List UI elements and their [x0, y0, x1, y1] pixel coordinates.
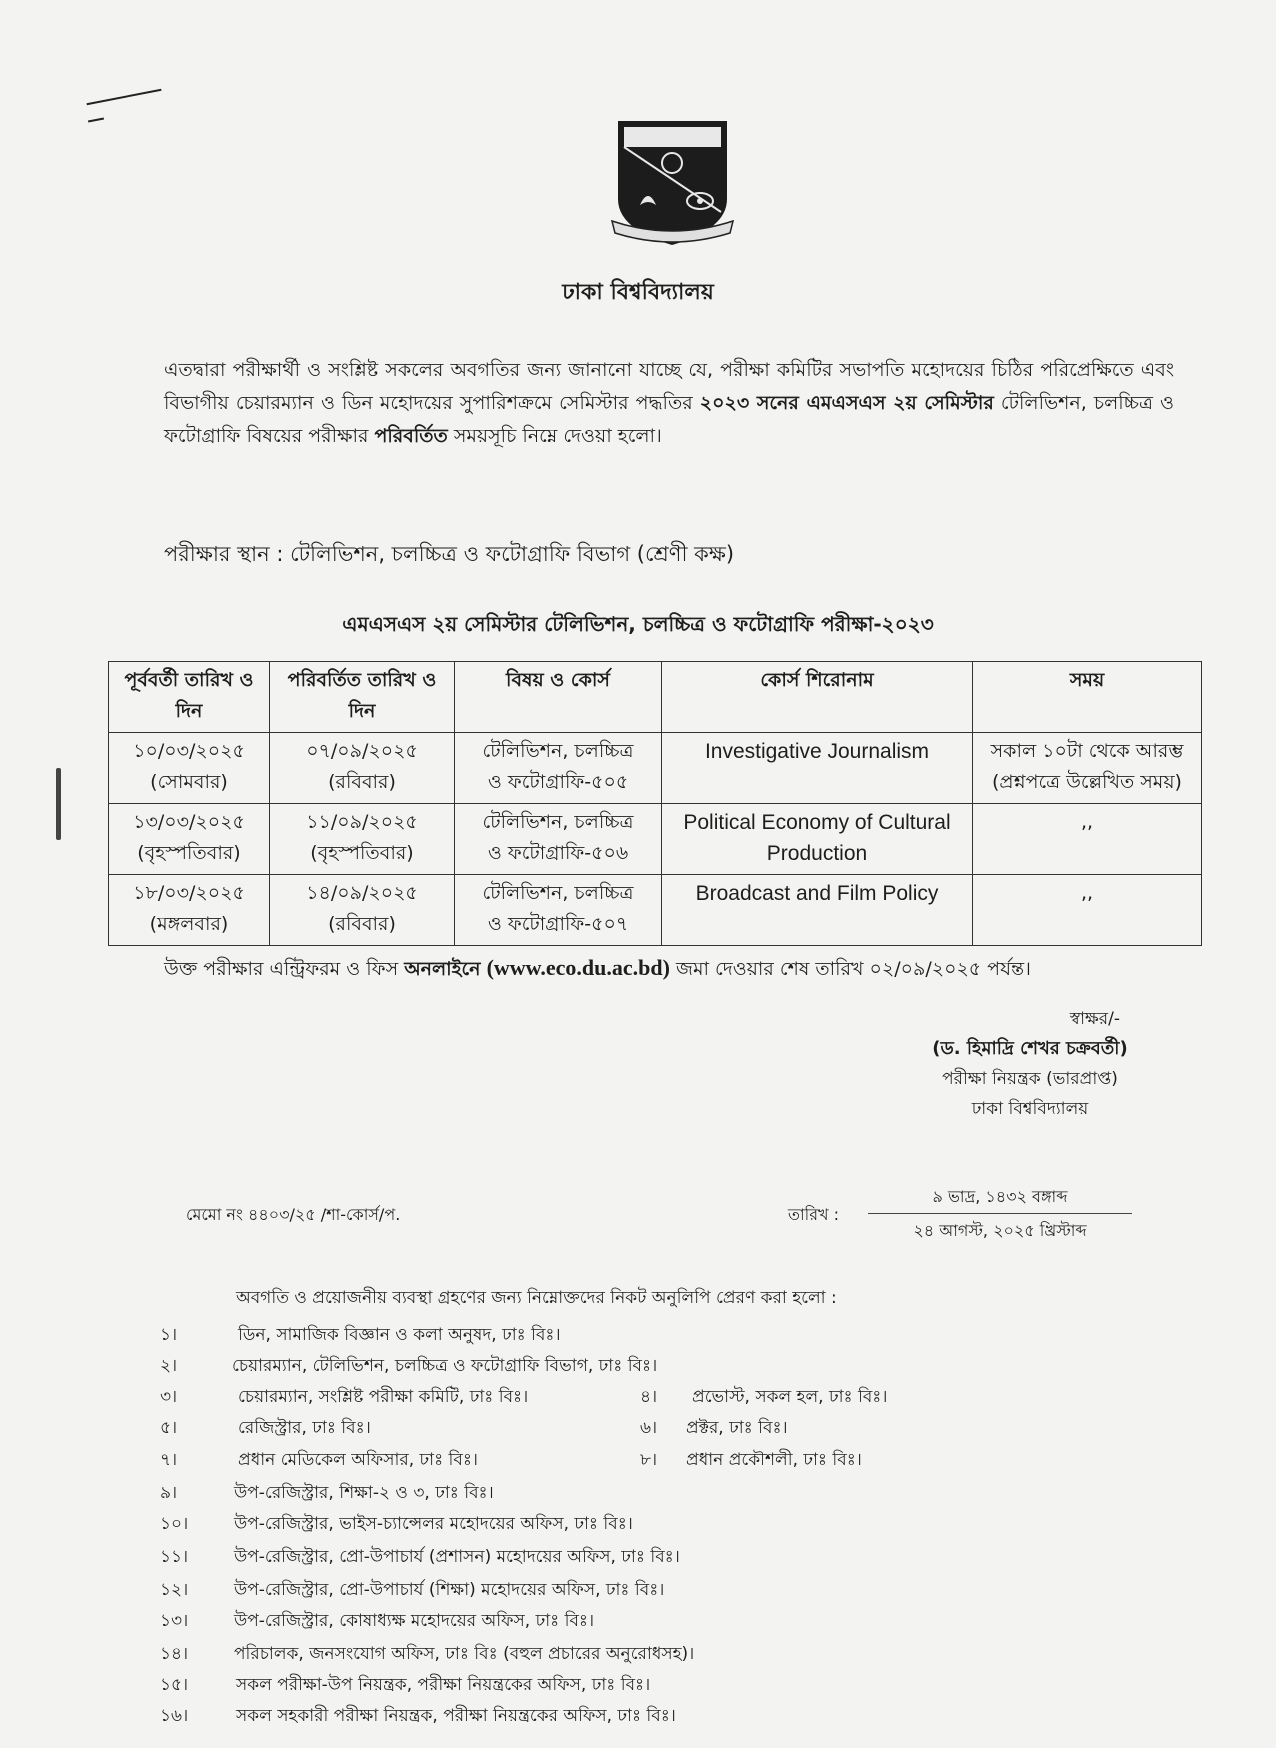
list-number: ১০। — [160, 1514, 189, 1534]
notice-text: সময়সূচি নিম্নে দেওয়া হলো। — [447, 425, 662, 447]
prev-date-cell: ১৮/০৩/২০২৫ (মঙ্গলবার) — [109, 875, 270, 946]
new-date-cell: ১৪/০৯/২০২৫ (রবিবার) — [270, 875, 455, 946]
list-item: প্রধান প্রকৌশলী, ঢাঃ বিঃ। — [686, 1450, 862, 1470]
list-number: ৯। — [160, 1483, 178, 1503]
signature-label: স্বাক্ষর/- — [1069, 1009, 1120, 1029]
memo-number: মেমো নং ৪৪০৩/২৫ /শা-কোর্স/প. — [186, 1205, 401, 1224]
table-row — [109, 733, 1202, 804]
course-title-cell: Broadcast and Film Policy — [662, 875, 973, 946]
submission-deadline: উক্ত পরীক্ষার এন্ট্রিফরম ও ফিস অনলাইনে (www.eco.du.ac.bd) জমা দেওয়ার শেষ তারিখ ০২/০৯/২০২৫ পর্যন্ত। — [164, 955, 1031, 980]
list-number: ১৪। — [160, 1644, 189, 1664]
list-item: রেজিস্ট্রার, ঢাঃ বিঃ। — [238, 1418, 371, 1438]
list-item: পরিচালক, জনসংযোগ অফিস, ঢাঃ বিঃ (বহুল প্রচারের অনুরোধসহ)। — [234, 1644, 695, 1664]
table-row — [109, 804, 1202, 875]
list-number: ১৩। — [160, 1611, 189, 1631]
signatory-name: (ড. হিমাদ্রি শেখর চক্রবর্তী) — [932, 1038, 1128, 1059]
new-date-cell: ০৭/০৯/২০২৫ (রবিবার) — [270, 733, 455, 804]
time-cell: সকাল ১০টা থেকে আরম্ভ (প্রশ্নপত্রে উল্লেখিত সময়) — [973, 733, 1202, 804]
website-link[interactable]: (www.eco.du.ac.bd) — [486, 955, 670, 980]
header-prev-date: পূর্ববর্তী তারিখ ও দিন — [109, 662, 270, 733]
list-item: সকল সহকারী পরীক্ষা নিয়ন্ত্রক, পরীক্ষা নিয়ন্ত্রকের অফিস, ঢাঃ বিঃ। — [236, 1706, 676, 1726]
list-item: প্রভোস্ট, সকল হল, ঢাঃ বিঃ। — [692, 1387, 888, 1407]
course-title-cell: Investigative Journalism — [662, 733, 973, 804]
list-item: উপ-রেজিস্ট্রার, কোষাধ্যক্ষ মহোদয়ের অফিস, ঢাঃ বিঃ। — [234, 1611, 595, 1631]
list-number: ১৫। — [160, 1675, 189, 1695]
date-bangla: ৯ ভাদ্র, ১৪৩২ বঙ্গাব্দ — [868, 1184, 1132, 1214]
course-cell: টেলিভিশন, চলচ্চিত্র ও ফটোগ্রাফি-৫০৭ — [455, 875, 662, 946]
signatory-designation: পরীক্ষা নিয়ন্ত্রক (ভারপ্রাপ্ত) — [942, 1069, 1118, 1089]
notice-paragraph — [164, 354, 1174, 453]
list-number: ১৬। — [160, 1706, 189, 1726]
list-number: ৩। — [160, 1387, 178, 1407]
online-label: অনলাইনে — [404, 958, 481, 980]
exam-venue: পরীক্ষার স্থান : টেলিভিশন, চলচ্চিত্র ও ফটোগ্রাফি বিভাগ (শ্রেণী কক্ষ) — [164, 542, 735, 566]
header-time: সময় — [973, 662, 1202, 733]
list-number: ৭। — [160, 1450, 178, 1470]
list-item: উপ-রেজিস্ট্রার, শিক্ষা-২ ও ৩, ঢাঃ বিঃ। — [234, 1483, 494, 1503]
schedule-table — [108, 661, 1202, 946]
header-course-title: কোর্স শিরোনাম — [662, 662, 973, 733]
list-item: উপ-রেজিস্ট্রার, প্রো-উপাচার্য (শিক্ষা) মহোদয়ের অফিস, ঢাঃ বিঃ। — [234, 1580, 665, 1600]
date-gregorian: ২৪ আগস্ট, ২০২৫ খ্রিস্টাব্দ — [913, 1221, 1087, 1240]
copies-intro: অবগতি ও প্রয়োজনীয় ব্যবস্থা গ্রহণের জন্য নিম্নোক্তদের নিকট অনুলিপি প্রেরণ করা হলো : — [236, 1288, 837, 1308]
list-number: ১২। — [160, 1580, 189, 1600]
list-item: ডিন, সামাজিক বিজ্ঞান ও কলা অনুষদ, ঢাঃ বিঃ। — [238, 1325, 561, 1345]
pen-mark — [88, 117, 104, 122]
course-cell: টেলিভিশন, চলচ্চিত্র ও ফটোগ্রাফি-৫০৬ — [455, 804, 662, 875]
university-name: ঢাকা বিশ্ববিদ্যালয় — [562, 280, 714, 305]
date-label: তারিখ : — [788, 1205, 840, 1224]
header-new-date: পরিবর্তিত তারিখ ও দিন — [270, 662, 455, 733]
course-cell: টেলিভিশন, চলচ্চিত্র ও ফটোগ্রাফি-৫০৫ — [455, 733, 662, 804]
notice-text: টেলিভিশন, চলচ্চিত্র ও ফটোগ্রাফি বিষয়ের পরীক্ষার — [164, 392, 1174, 447]
signature-block — [880, 1004, 1180, 1124]
new-date-cell: ১১/০৯/২০২৫ (বৃহস্পতিবার) — [270, 804, 455, 875]
notice-exam-name: ২০২৩ সনের এমএসএস ২য় সেমিস্টার — [699, 392, 994, 414]
prev-date-cell: ১০/০৩/২০২৫ (সোমবার) — [109, 733, 270, 804]
list-item: চেয়ারম্যান, টেলিভিশন, চলচ্চিত্র ও ফটোগ্রাফি বিভাগ, ঢাঃ বিঃ। — [232, 1356, 658, 1376]
list-number: ৮। — [640, 1450, 658, 1470]
list-item: প্রধান মেডিকেল অফিসার, ঢাঃ বিঃ। — [238, 1450, 479, 1470]
signatory-office: ঢাকা বিশ্ববিদ্যালয় — [971, 1099, 1089, 1119]
list-number: ২। — [160, 1356, 178, 1376]
list-number: ১১। — [160, 1547, 189, 1567]
header-course: বিষয় ও কোর্স — [455, 662, 662, 733]
time-cell: ,, — [973, 804, 1202, 875]
list-number: ৬। — [640, 1418, 658, 1438]
university-emblem-icon — [610, 117, 735, 257]
table-row — [109, 875, 1202, 946]
prev-date-cell: ১৩/০৩/২০২৫ (বৃহস্পতিবার) — [109, 804, 270, 875]
list-number: ১। — [160, 1325, 178, 1345]
list-item: উপ-রেজিস্ট্রার, ভাইস-চ্যান্সেলর মহোদয়ের অফিস, ঢাঃ বিঃ। — [234, 1514, 633, 1534]
notice-changed: পরিবর্তিত — [374, 425, 448, 447]
table-header-row — [109, 662, 1202, 733]
list-number: ৫। — [160, 1418, 178, 1438]
staple — [56, 768, 61, 840]
table-title: এমএসএস ২য় সেমিস্টার টেলিভিশন, চলচ্চিত্র ও ফটোগ্রাফি পরীক্ষা-২০২৩ — [342, 612, 934, 636]
list-item: প্রক্টর, ঢাঃ বিঃ। — [686, 1418, 788, 1438]
list-number: ৪। — [640, 1387, 658, 1407]
time-cell: ,, — [973, 875, 1202, 946]
list-item: সকল পরীক্ষা-উপ নিয়ন্ত্রক, পরীক্ষা নিয়ন্ত্রকের অফিস, ঢাঃ বিঃ। — [236, 1675, 651, 1695]
course-title-cell: Political Economy of Cultural Production — [662, 804, 973, 875]
list-item: চেয়ারম্যান, সংশ্লিষ্ট পরীক্ষা কমিটি, ঢাঃ বিঃ। — [238, 1387, 529, 1407]
notice-text: এতদ্বারা পরীক্ষার্থী ও সংশ্লিষ্ট সকলের অবগতির জন্য জানানো যাচ্ছে যে, পরীক্ষা কমিটির সভাপতি মহোদয়ের চিঠির পরিপ্রেক্ষিতে এবং বিভাগীয় চেয়ারম্যান ও ডিন মহোদয়ের সুপারিশক্রমে সেমিস্টার পদ্ধতির — [164, 359, 1174, 414]
pen-mark — [87, 89, 162, 105]
list-item: উপ-রেজিস্ট্রার, প্রো-উপাচার্য (প্রশাসন) মহোদয়ের অফিস, ঢাঃ বিঃ। — [234, 1547, 680, 1567]
